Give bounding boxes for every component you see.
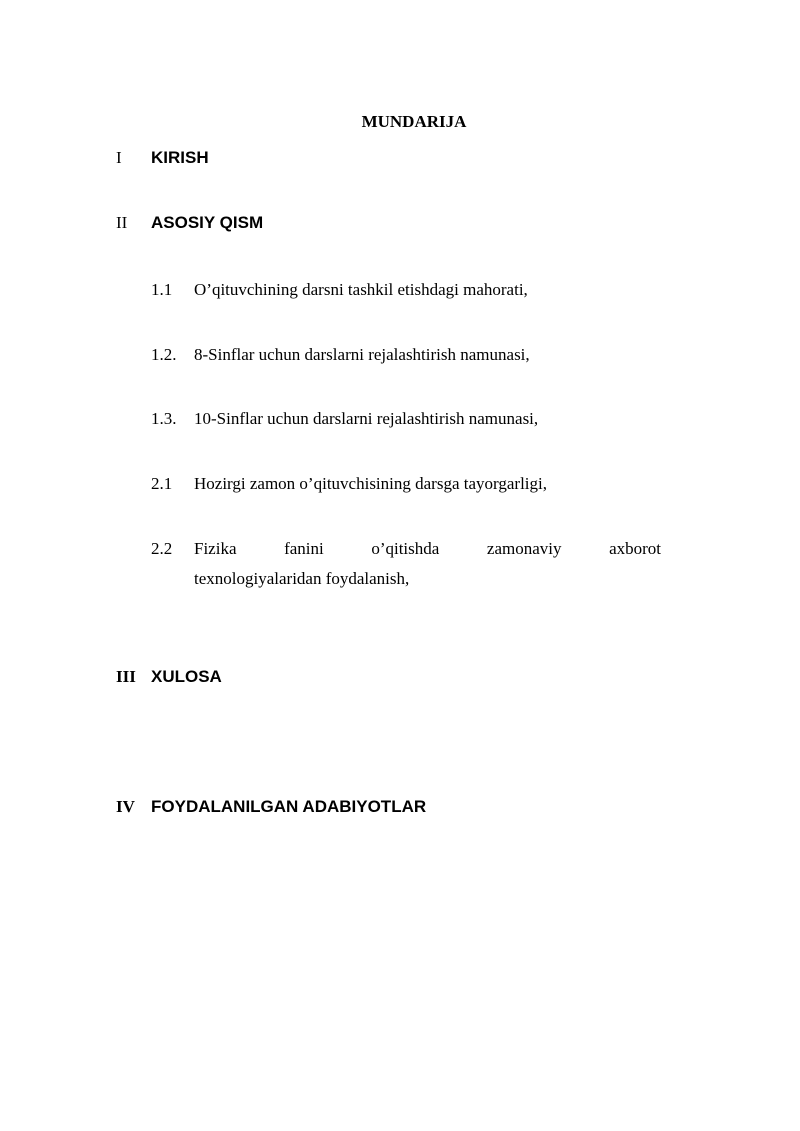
toc-subsection-1-1 xyxy=(151,275,661,305)
section-number: IV xyxy=(116,797,135,816)
toc-subsection-1-2 xyxy=(151,340,661,370)
toc-section-foydalanilgan-adabiyotlar xyxy=(116,797,426,821)
subsection-text-line-2: texnologiyalaridan foydalanish, xyxy=(194,569,410,588)
section-number: III xyxy=(116,667,136,686)
section-number: II xyxy=(116,213,128,232)
toc-section-kirish xyxy=(116,148,209,172)
toc-section-xulosa xyxy=(116,667,222,691)
section-number: I xyxy=(116,148,122,167)
section-label: ASOSIY QISM xyxy=(151,213,264,232)
subsection-number: 1.3. xyxy=(151,409,177,428)
section-label: XULOSA xyxy=(151,667,222,686)
subsection-text xyxy=(194,534,661,594)
subsection-text: 8-Sinflar uchun darslarni rejalashtirish namunasi, xyxy=(194,345,530,364)
subsection-number: 1.2. xyxy=(151,345,177,364)
page-title: MUNDARIJA xyxy=(361,112,467,131)
subsection-text: Hozirgi zamon o’qituvchisining darsga tayorgarligi, xyxy=(194,474,547,493)
subsection-text: O’qituvchining darsni tashkil etishdagi mahorati, xyxy=(194,280,528,299)
toc-subsection-2-2 xyxy=(151,534,661,594)
subsection-text: 10-Sinflar uchun darslarni rejalashtirish namunasi, xyxy=(194,409,539,428)
subsection-number: 2.1 xyxy=(151,474,173,493)
section-label: FOYDALANILGAN ADABIYOTLAR xyxy=(151,797,427,816)
subsection-text-line-1: Fizika fanini o’qitishda zamonaviy axborot xyxy=(194,539,661,558)
section-label: KIRISH xyxy=(151,148,209,167)
subsection-number: 2.2 xyxy=(151,539,173,558)
toc-section-asosiy-qism xyxy=(116,213,263,237)
toc-subsection-1-3 xyxy=(151,404,661,434)
toc-subsection-2-1 xyxy=(151,469,661,499)
subsection-number: 1.1 xyxy=(151,280,173,299)
